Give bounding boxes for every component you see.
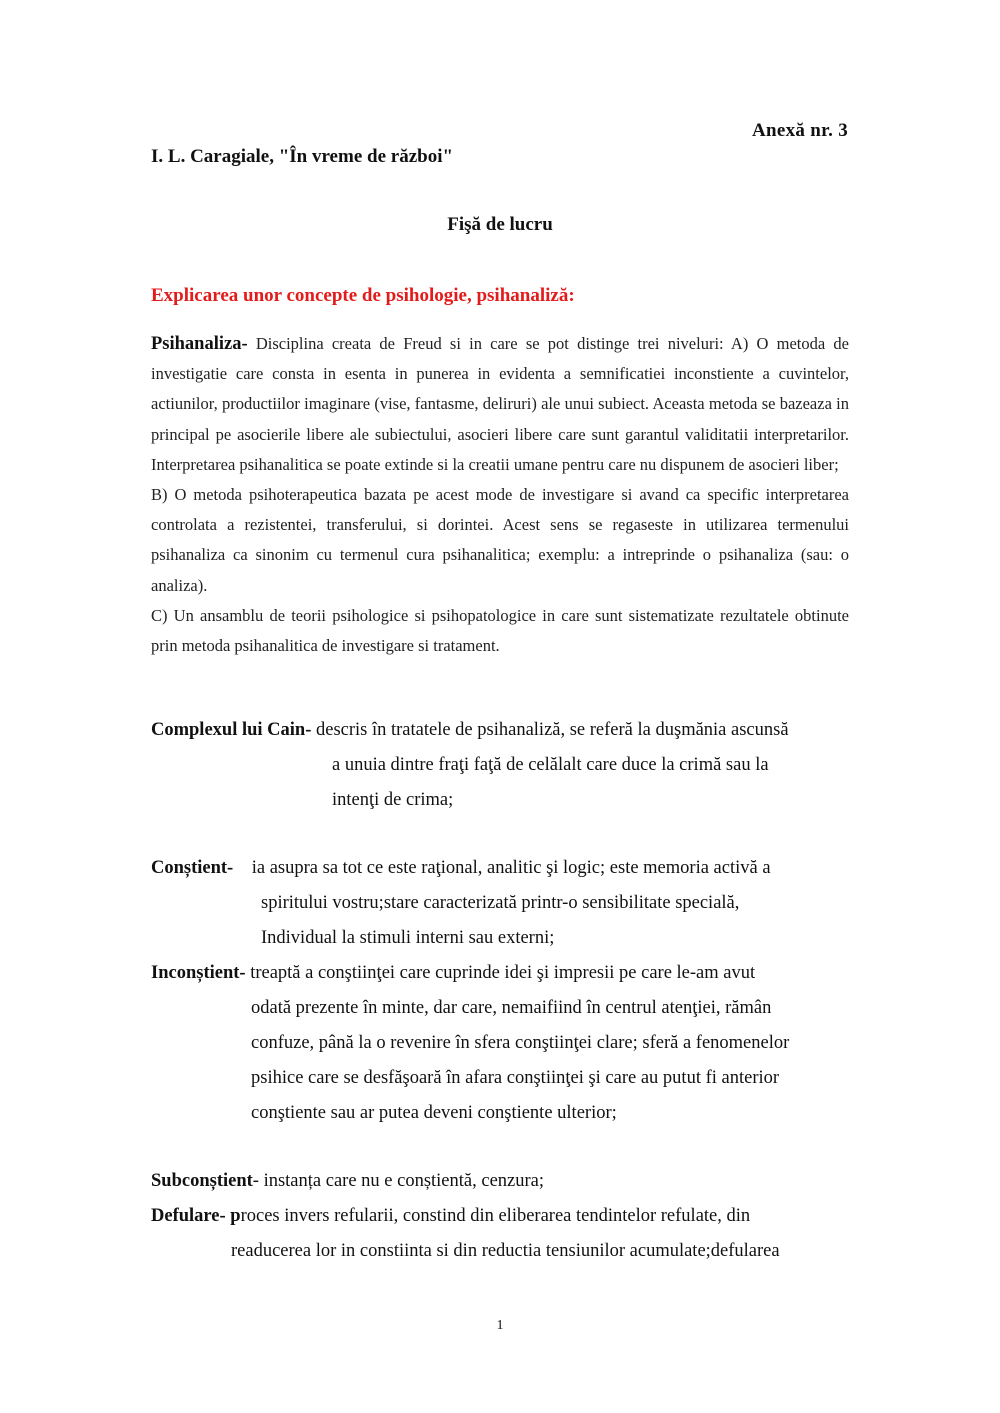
worksheet-title: Fişă de lucru	[447, 214, 553, 235]
definition-term: Inconștient-	[151, 963, 246, 983]
definition-line: readucerea lor in constiinta si din reductia tensiunilor acumulate;defularea	[231, 1241, 780, 1261]
definition-line	[151, 1164, 861, 1199]
definition-constient	[151, 851, 861, 956]
definition-line	[151, 956, 861, 991]
definition-complexul-lui-cain	[151, 713, 861, 818]
psihanaliza-definition	[151, 329, 849, 661]
annex-label: Anexă nr. 3	[751, 120, 848, 141]
definition-line: spiritului vostru;stare caracterizată printr-o sensibilitate specială,	[261, 893, 740, 913]
definition-text: - instanța care nu e conștientă, cenzura;	[252, 1171, 545, 1191]
definition-line	[151, 713, 861, 748]
psihanaliza-term: Psihanaliza-	[151, 334, 248, 354]
psihanaliza-paragraph-c: C) Un ansamblu de teorii psihologice si psihopatologice in care sunt sistematizate rezultatele obtinute prin metoda psihanalitica de investigare si tratament.	[151, 605, 849, 656]
definition-inconstient	[151, 956, 861, 1131]
definition-line	[151, 851, 861, 886]
definition-term: Complexul lui Cain-	[151, 720, 312, 740]
definition-subconstient	[151, 1164, 861, 1199]
definition-line: intenţi de crima;	[332, 790, 454, 810]
section-title: Explicarea unor concepte de psihologie, psihanaliză:	[151, 285, 575, 306]
definition-text: roces invers refularii, constind din eliberarea tendintelor refulate, din	[240, 1206, 751, 1226]
definition-text: ia asupra sa tot ce este raţional, analitic şi logic; este memoria activă a	[233, 858, 771, 878]
author-title: I. L. Caragiale, "În vreme de război"	[151, 146, 454, 167]
definition-line: odată prezente în minte, dar care, nemaifiind în centrul atenţiei, rămân	[251, 998, 772, 1018]
definition-line: a unuia dintre fraţi faţă de celălalt care duce la crimă sau la	[332, 755, 769, 775]
definition-defulare	[151, 1199, 861, 1269]
page-number: 1	[496, 1318, 504, 1333]
definition-text: descris în tratatele de psihanaliză, se referă la duşmănia ascunsă	[311, 720, 789, 740]
psihanaliza-paragraph-a	[151, 329, 849, 480]
psihanaliza-paragraph-b: B) O metoda psihoterapeutica bazata pe acest mode de investigare si avand ca specific interpretarea controlata a rezistentei, transferului, si dorintei. Acest sens se regaseste in utilizarea termenului psihanaliza ca sinonim cu termenul cura psihanalitica; exemplu: a intreprinde o psihanaliza (sau: o analiza).	[151, 485, 849, 595]
definition-line: conştiente sau ar putea deveni conştiente ulterior;	[251, 1103, 617, 1123]
definition-line: Individual la stimuli interni sau externi;	[261, 928, 555, 948]
definition-term: Conștient-	[151, 858, 234, 878]
definition-term: Subconștient	[151, 1171, 253, 1191]
psihanaliza-text-a: Disciplina creata de Freud si in care se pot distinge trei niveluri: A) O metoda de investigatie care consta in esenta in punerea in evidenta a semnificatiei inconstiente a cuvintelor, actiunilor, productiilor imaginare (vise, fantasme, deliruri) ale unui subiect. Aceasta metoda se bazeaza in principal pe asocierile libere ale subiectului, asocieri libere care sunt garantul validitatii interpretarilor. Interpretarea psihanalitica se poate extinde si la creatii umane pentru care nu dispunem de asocieri liber;	[151, 334, 849, 474]
definition-line: confuze, până la o revenire în sfera conştiinţei clare; sferă a fenomenelor	[251, 1033, 790, 1053]
definition-term: Defulare- p	[151, 1206, 241, 1226]
definition-line: psihice care se desfăşoară în afara conştiinţei şi care au putut fi anterior	[251, 1068, 780, 1088]
definition-line	[151, 1199, 861, 1234]
definition-text: treaptă a conştiinţei care cuprinde idei şi impresii pe care le-am avut	[245, 963, 756, 983]
